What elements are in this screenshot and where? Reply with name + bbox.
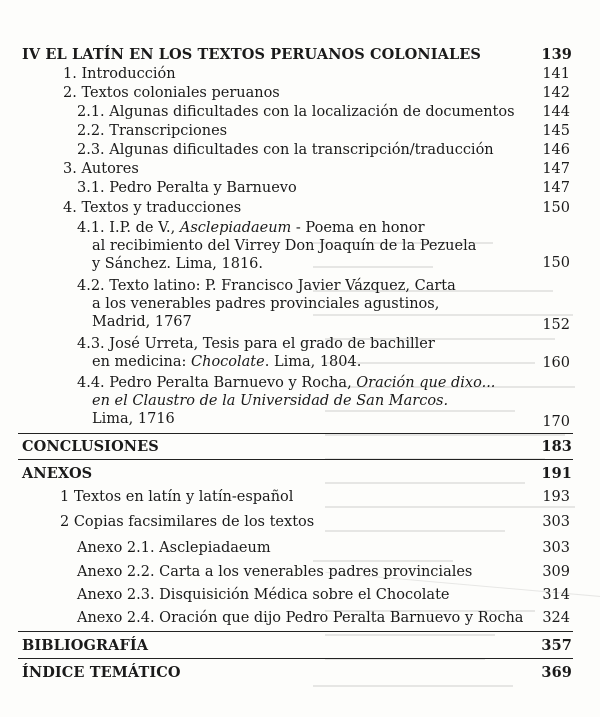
toc-entry-label: 1. Introducción [63, 66, 176, 82]
entry-text: al recibimiento del Virrey Don Joaquín de la Pezuela [92, 238, 477, 254]
entry-text: a los venerables padres provinciales agustinos, [92, 296, 440, 312]
toc-entry-page: 141 [542, 66, 570, 82]
section-title: BIBLIOGRAFÍA [22, 637, 149, 654]
toc-entry-label: 2.3. Algunas dificultades con la transcripción/traducción [77, 142, 494, 158]
entry-text: - Poema en honor [291, 220, 425, 236]
toc-entry-label [77, 335, 435, 371]
toc-entry-page: 314 [542, 587, 570, 603]
toc-entry-page: 324 [542, 610, 570, 626]
chapter-page: 139 [541, 46, 572, 63]
toc-entry-page: 145 [542, 123, 570, 139]
entry-text: . Lima, 1804. [264, 354, 362, 370]
toc-entry-page: 150 [542, 200, 570, 216]
toc-text-entry [77, 374, 570, 430]
toc-entry-label: Anexo 2.1. Asclepiadaeum [77, 540, 271, 556]
entry-title-italic: Asclepiadaeum [179, 220, 292, 236]
section-page: 357 [541, 637, 572, 654]
section-page: 369 [541, 664, 572, 681]
toc-entry-page: 147 [542, 161, 570, 177]
entry-title-italic: Chocolate [191, 354, 265, 370]
section-page: 191 [541, 465, 572, 482]
chapter-title: IV EL LATÍN EN LOS TEXTOS PERUANOS COLONIALES [22, 46, 481, 63]
section-divider [18, 658, 573, 659]
toc-entry-label [77, 374, 495, 428]
entry-text: 4.4. Pedro Peralta Barnuevo y Rocha, [77, 375, 357, 391]
toc-entry-page: 150 [542, 255, 570, 271]
toc-entry-page: 152 [542, 317, 570, 333]
toc-entry-page: 142 [542, 85, 570, 101]
toc-text-entry [77, 219, 570, 275]
section-title: CONCLUSIONES [22, 438, 159, 455]
entry-title-italic: Oración que dixo... [356, 375, 496, 391]
entry-text: en medicina: [92, 354, 192, 370]
entry-text: 4.2. Texto latino: P. Francisco Javier Vázquez, Carta [77, 278, 456, 294]
toc-entry-label: Anexo 2.2. Carta a los venerables padres provinciales [77, 564, 473, 580]
entry-text: 4.1. I.P. de V., [77, 220, 180, 236]
toc-entry-label: Anexo 2.3. Disquisición Médica sobre el Chocolate [77, 587, 450, 603]
entry-text: y Sánchez. Lima, 1816. [92, 256, 264, 272]
toc-entry-label: 2 Copias facsimilares de los textos [60, 514, 315, 530]
section-divider [18, 433, 573, 434]
toc-entry-page: 309 [542, 564, 570, 580]
toc-entry-label: 2.2. Transcripciones [77, 123, 228, 139]
entry-text: Madrid, 1767 [92, 314, 192, 330]
toc-entry-label: 1 Textos en latín y latín-español [60, 489, 294, 505]
entry-text: 4.3. José Urreta, Tesis para el grado de bachiller [77, 336, 435, 352]
toc-entry-label: 4. Textos y traducciones [63, 200, 242, 216]
toc-entry-label [77, 219, 476, 273]
entry-text: Lima, 1716 [92, 411, 175, 427]
toc-entry-page: 303 [542, 540, 570, 556]
toc-entry-label: 2. Textos coloniales peruanos [63, 85, 280, 101]
toc-entry-page: 147 [542, 180, 570, 196]
toc-entry-label: 2.1. Algunas dificultades con la localización de documentos [77, 104, 515, 120]
section-divider [18, 459, 573, 460]
toc-entry-page: 146 [542, 142, 570, 158]
toc-entry-page: 303 [542, 514, 570, 530]
toc-entry-label: 3.1. Pedro Peralta y Barnuevo [77, 180, 297, 196]
toc-entry-label: Anexo 2.4. Oración que dijo Pedro Peralta Barnuevo y Rocha [77, 610, 524, 626]
section-divider [18, 631, 573, 632]
section-page: 183 [541, 438, 572, 455]
toc-text-entry [77, 277, 570, 333]
toc-entry-label [77, 277, 456, 331]
toc-entry-label: 3. Autores [63, 161, 139, 177]
toc-text-entry [77, 335, 570, 373]
section-title: ÍNDICE TEMÁTICO [22, 664, 181, 681]
entry-title-italic: en el Claustro de la Universidad de San Marcos. [92, 393, 449, 409]
section-title: ANEXOS [22, 465, 93, 482]
toc-entry-page: 170 [542, 414, 570, 430]
toc-entry-page: 193 [542, 489, 570, 505]
toc-entry-page: 160 [542, 355, 570, 371]
toc-entry-page: 144 [542, 104, 570, 120]
